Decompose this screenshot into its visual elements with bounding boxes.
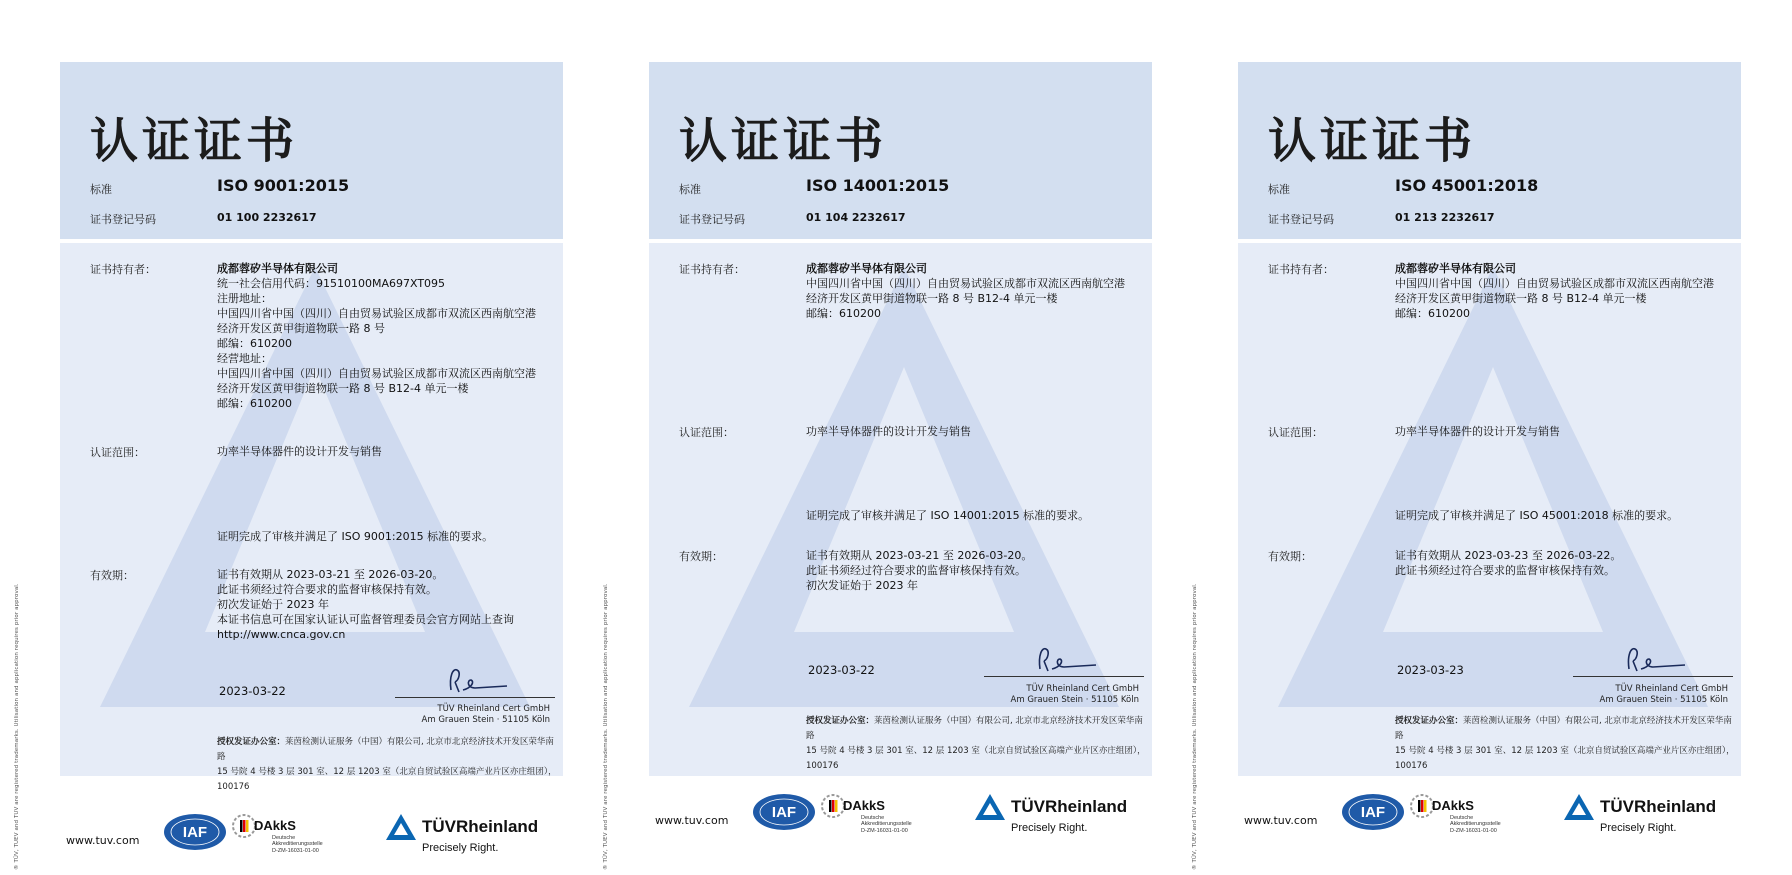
- tuv-logo-text: TÜVRheinland: [1011, 797, 1128, 816]
- issuer-street: Am Grauen Stein · 51105 Köln: [1010, 695, 1139, 705]
- scope-label: 认证范围：: [679, 426, 734, 439]
- tuv-slogan: Precisely Right.: [422, 842, 499, 854]
- scope-label: 认证范围：: [1268, 426, 1323, 439]
- dakks-accreditation-no: D-ZM-16031-01-00: [1450, 828, 1497, 834]
- tuv-slogan: Precisely Right.: [1600, 822, 1677, 834]
- holder-line: 邮编：610200: [217, 397, 292, 410]
- holder-line: 经营地址：: [217, 352, 272, 365]
- certificate-iso-9001: [14, 0, 574, 875]
- dakks-subtitle: Deutsche: [272, 835, 296, 841]
- standard-value: ISO 14001:2015: [806, 176, 950, 195]
- standard-label: 标准: [1268, 183, 1290, 196]
- tuv-logo-text: TÜVRheinland: [422, 817, 539, 836]
- issuing-office: [1395, 714, 1735, 774]
- trademark-note: ® TÜV, TUEV and TUV are registered trademarks. Utilisation and application requires prior approval.: [603, 583, 609, 870]
- office-line: 100176: [806, 761, 839, 771]
- validity-block: [1395, 548, 1621, 578]
- holder-line: 经济开发区黄甲街道物联一路 8 号: [217, 322, 385, 335]
- tuv-slogan: Precisely Right.: [1011, 822, 1088, 834]
- holder-line: 邮编：610200: [806, 307, 881, 320]
- scope-value: 功率半导体器件的设计开发与销售: [1395, 425, 1560, 438]
- holder-line: 注册地址：: [217, 292, 272, 305]
- validity-label: 有效期：: [90, 569, 134, 582]
- validity-line: 本证书信息可在国家认证认可监督管理委员会官方网站上查询: [217, 613, 514, 626]
- certificate-iso-14001: [603, 0, 1163, 875]
- certificate-title: 认证证书: [1268, 113, 1477, 169]
- dakks-logo-text: DAkkS: [1432, 798, 1474, 813]
- scope-value: 功率半导体器件的设计开发与销售: [806, 425, 971, 438]
- issuer-name: TÜV Rheinland Cert GmbH: [1026, 684, 1139, 694]
- company-name: 成都蓉矽半导体有限公司: [217, 262, 338, 275]
- holder-line: 中国四川省中国（四川）自由贸易试验区成都市双流区西南航空港: [217, 367, 536, 380]
- dakks-accreditation-no: D-ZM-16031-01-00: [272, 848, 319, 854]
- office-line: 莱茵检测认证服务（中国）有限公司, 北京市北京经济技术开发区荣华南路: [1395, 716, 1732, 741]
- holder-line: 中国四川省中国（四川）自由贸易试验区成都市双流区西南航空港: [217, 307, 536, 320]
- signature: [445, 666, 515, 698]
- validity-line: 证书有效期从 2023-03-23 至 2026-03-22。: [1395, 549, 1622, 562]
- certificate-iso-45001: [1192, 0, 1752, 875]
- compliance-statement: 证明完成了审核并满足了 ISO 9001:2015 标准的要求。: [217, 530, 494, 543]
- tuv-rheinland-logo: [975, 790, 1145, 840]
- dakks-logo: [821, 786, 912, 836]
- reg-no-label: 证书登记号码: [90, 213, 156, 226]
- dakks-logo: [232, 806, 323, 856]
- compliance-statement: 证明完成了审核并满足了 ISO 14001:2015 标准的要求。: [806, 509, 1090, 522]
- certificate-panel: [649, 62, 1152, 776]
- validity-line: 此证书须经过符合要求的监督审核保持有效。: [1395, 564, 1615, 577]
- dakks-subtitle: Akkreditierungsstelle: [272, 841, 323, 847]
- dakks-subtitle: Akkreditierungsstelle: [861, 821, 912, 827]
- iaf-logo-text: IAF: [1360, 804, 1386, 821]
- standard-value: ISO 45001:2018: [1395, 176, 1539, 195]
- tuv-rheinland-logo: [1564, 790, 1734, 840]
- reg-no-label: 证书登记号码: [1268, 213, 1334, 226]
- office-line: 15 号院 4 号楼 3 层 301 室、12 层 1203 室（北京自贸试验区高端产业片区亦庄组团），: [217, 767, 557, 777]
- holder-block: [1395, 261, 1714, 321]
- reg-no-value: 01 213 2232617: [1395, 211, 1495, 224]
- validity-line: 此证书须经过符合要求的监督审核保持有效。: [217, 583, 437, 596]
- office-label: 授权发证办公室：: [806, 716, 875, 726]
- holder-line: 经济开发区黄甲街道物联一路 8 号 B12-4 单元一楼: [217, 382, 469, 395]
- dakks-logo-text: DAkkS: [254, 818, 296, 833]
- validity-block: [806, 548, 1032, 593]
- standard-label: 标准: [90, 183, 112, 196]
- issuing-office: [217, 735, 557, 795]
- holder-line: 经济开发区黄甲街道物联一路 8 号 B12-4 单元一楼: [1395, 292, 1647, 305]
- issuer-street: Am Grauen Stein · 51105 Köln: [1599, 695, 1728, 705]
- dakks-subtitle: Deutsche: [861, 815, 885, 821]
- certificate-title: 认证证书: [90, 113, 299, 169]
- holder-line: 邮编：610200: [217, 337, 292, 350]
- dakks-logo: [1410, 786, 1501, 836]
- holder-label: 证书持有者：: [90, 263, 156, 276]
- standard-label: 标准: [679, 183, 701, 196]
- dakks-accreditation-no: D-ZM-16031-01-00: [861, 828, 908, 834]
- dakks-logo-text: DAkkS: [843, 798, 885, 813]
- holder-line: 经济开发区黄甲街道物联一路 8 号 B12-4 单元一楼: [806, 292, 1058, 305]
- issuer-name: TÜV Rheinland Cert GmbH: [1615, 684, 1728, 694]
- iaf-logo: [1340, 792, 1406, 832]
- tuv-logo-text: TÜVRheinland: [1600, 797, 1717, 816]
- issuer-address: [979, 684, 1139, 706]
- holder-line: 邮编：610200: [1395, 307, 1470, 320]
- validity-label: 有效期：: [1268, 550, 1312, 563]
- company-name: 成都蓉矽半导体有限公司: [1395, 262, 1516, 275]
- holder-block: [217, 261, 536, 411]
- standard-value: ISO 9001:2015: [217, 176, 350, 195]
- holder-line: 中国四川省中国（四川）自由贸易试验区成都市双流区西南航空港: [1395, 277, 1714, 290]
- footer-url[interactable]: www.tuv.com: [655, 814, 729, 827]
- issue-date: 2023-03-23: [1397, 663, 1464, 677]
- validity-line: 证书有效期从 2023-03-21 至 2026-03-20。: [217, 568, 444, 581]
- office-line: 100176: [1395, 761, 1428, 771]
- tuv-rheinland-logo: [386, 810, 556, 860]
- office-line: 莱茵检测认证服务（中国）有限公司, 北京市北京经济技术开发区荣华南路: [217, 737, 554, 762]
- holder-line: 中国四川省中国（四川）自由贸易试验区成都市双流区西南航空港: [806, 277, 1125, 290]
- issuer-address: [1568, 684, 1728, 706]
- issuer-address: [390, 704, 550, 726]
- certificate-panel: [1238, 62, 1741, 776]
- signature: [1623, 645, 1693, 677]
- office-label: 授权发证办公室：: [1395, 716, 1464, 726]
- issuer-street: Am Grauen Stein · 51105 Köln: [421, 715, 550, 725]
- scope-value: 功率半导体器件的设计开发与销售: [217, 445, 382, 458]
- iaf-logo-text: IAF: [771, 804, 797, 821]
- scope-label: 认证范围：: [90, 446, 145, 459]
- trademark-note: ® TÜV, TUEV and TUV are registered trademarks. Utilisation and application requires prior approval.: [1192, 583, 1198, 870]
- holder-line: 统一社会信用代码：91510100MA697XT095: [217, 277, 446, 290]
- signature: [1034, 645, 1104, 677]
- holder-block: [806, 261, 1125, 321]
- certificate-title: 认证证书: [679, 113, 888, 169]
- issue-date: 2023-03-22: [219, 684, 286, 698]
- validity-label: 有效期：: [679, 550, 723, 563]
- validity-line: 此证书须经过符合要求的监督审核保持有效。: [806, 564, 1026, 577]
- trademark-note: ® TÜV, TUEV and TUV are registered trademarks. Utilisation and application requires prior approval.: [14, 583, 20, 870]
- issue-date: 2023-03-22: [808, 663, 875, 677]
- reg-no-value: 01 104 2232617: [806, 211, 906, 224]
- footer-url[interactable]: www.tuv.com: [1244, 814, 1318, 827]
- office-line: 莱茵检测认证服务（中国）有限公司, 北京市北京经济技术开发区荣华南路: [806, 716, 1143, 741]
- validity-line: 初次发证始于 2023 年: [217, 598, 329, 611]
- reg-no-label: 证书登记号码: [679, 213, 745, 226]
- iaf-logo: [162, 812, 228, 852]
- iaf-logo-text: IAF: [182, 824, 208, 841]
- footer-url[interactable]: www.tuv.com: [66, 834, 140, 847]
- issuing-office: [806, 714, 1146, 774]
- company-name: 成都蓉矽半导体有限公司: [806, 262, 927, 275]
- validity-block: [217, 567, 514, 642]
- iaf-logo: [751, 792, 817, 832]
- compliance-statement: 证明完成了审核并满足了 ISO 45001:2018 标准的要求。: [1395, 509, 1679, 522]
- reg-no-value: 01 100 2232617: [217, 211, 317, 224]
- validity-line: http://www.cnca.gov.cn: [217, 628, 346, 641]
- dakks-subtitle: Deutsche: [1450, 815, 1474, 821]
- validity-line: 初次发证始于 2023 年: [806, 579, 918, 592]
- certificate-panel: [60, 62, 563, 792]
- validity-line: 证书有效期从 2023-03-21 至 2026-03-20。: [806, 549, 1033, 562]
- office-line: 100176: [217, 782, 250, 792]
- holder-label: 证书持有者：: [1268, 263, 1334, 276]
- office-line: 15 号院 4 号楼 3 层 301 室、12 层 1203 室（北京自贸试验区高端产业片区亦庄组团），: [806, 746, 1146, 756]
- holder-label: 证书持有者：: [679, 263, 745, 276]
- issuer-name: TÜV Rheinland Cert GmbH: [437, 704, 550, 714]
- dakks-subtitle: Akkreditierungsstelle: [1450, 821, 1501, 827]
- office-label: 授权发证办公室：: [217, 737, 286, 747]
- office-line: 15 号院 4 号楼 3 层 301 室、12 层 1203 室（北京自贸试验区高端产业片区亦庄组团），: [1395, 746, 1735, 756]
